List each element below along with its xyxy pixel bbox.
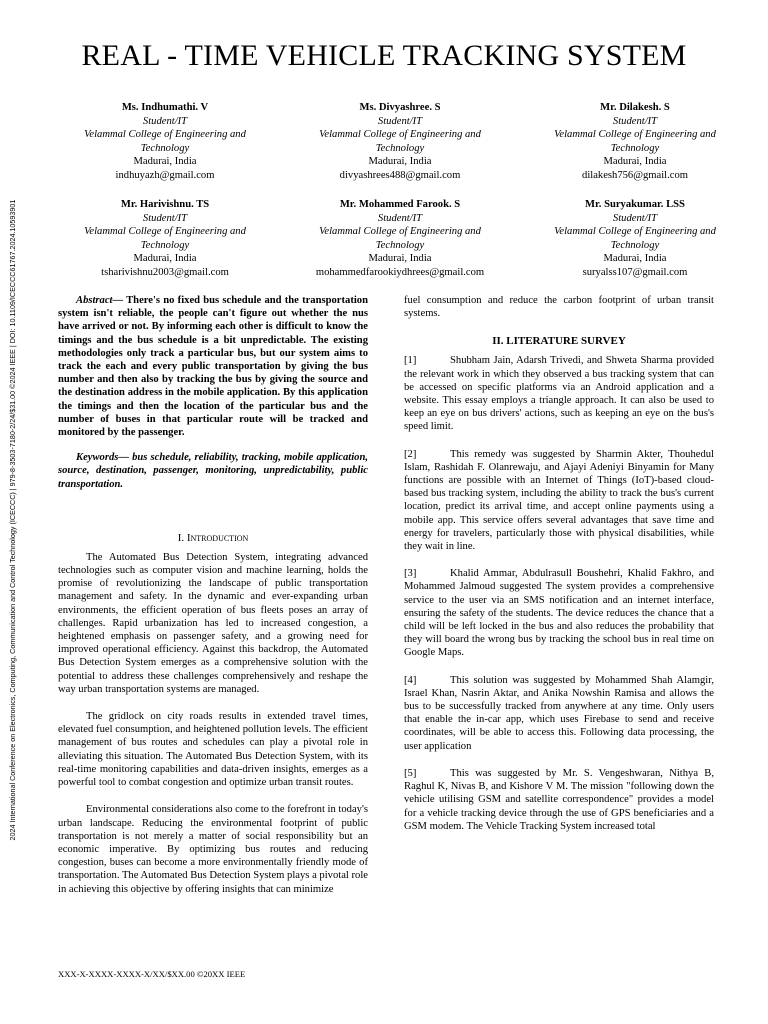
author-affiliation-cont: Technology bbox=[375, 142, 425, 154]
intro-paragraph: Environmental considerations also come to the forefront in today's urban landscape. Reducing the environmental footprint of public transportation is not merely a matter of social responsibility but an economic imperative. By optimizing bus routes and reducing congestion, buses can become a more environmentally friendly mode of transportation. The Automated Bus Detection System plays a pivotal role in achieving this objective by offering insights that can minimize bbox=[58, 804, 368, 895]
left-column bbox=[58, 294, 368, 896]
author-city: Madurai, India bbox=[368, 253, 432, 264]
author-affiliation: Velammal College of Engineering and bbox=[319, 226, 481, 237]
heading-rest: ntroduction bbox=[190, 531, 249, 544]
right-column bbox=[404, 294, 714, 833]
reference-number: [2] bbox=[404, 448, 417, 460]
author-affiliation: Velammal College of Engineering and bbox=[84, 226, 246, 237]
reference-item bbox=[404, 567, 714, 659]
author-affiliation: Velammal College of Engineering and bbox=[319, 129, 481, 140]
abstract-lead: Abstract— bbox=[76, 295, 124, 306]
author-row-2 bbox=[50, 198, 750, 279]
abstract bbox=[58, 294, 368, 439]
author-block bbox=[50, 198, 280, 279]
section-heading-introduction bbox=[58, 531, 368, 545]
author-email: suryalss107@gmail.com bbox=[582, 266, 688, 278]
author-email: indhuyazh@gmail.com bbox=[115, 169, 215, 181]
author-name: Mr. Mohammed Farook. S bbox=[339, 199, 461, 210]
abstract-text: There's no fixed bus schedule and the transportation system isn't reliable, the people can't figure out whether the nus have arrived or not. By informing each other is difficult to know the timings and the bus schedule is a bit unpredictable. The existing methodologies only track a particular bus, but our system aims to track the each and every public transportation by giving the bus number and then also by tracking the bus by giving the source and the destination address in the mobile application. By this application the timings and then the location of the particular bus and the number of buses in that particular route will be tracked and monitored by the passenger. bbox=[58, 295, 368, 439]
author-city: Madurai, India bbox=[603, 156, 667, 167]
reference-item bbox=[404, 354, 714, 433]
intro-paragraph: The Automated Bus Detection System, integrating advanced technologies such as computer vision and machine learning, holds the promise of revolutionizing the landscape of public transportation management and safety. In the dynamic and ever-expanding urban environments, the efficient operation of bus fleets poses an array of challenges. Rapid urbanization has led to increased congestion, a heightened emphasis on passenger safety, and a growing need for improved operational efficiency. Against this backdrop, the Automated Bus Detection System emerges as a comprehensive solution with the potential to address these challenges comprehensively and reshape the way urban transportation systems are managed. bbox=[58, 551, 368, 695]
author-email: mohammedfarookiydhrees@gmail.com bbox=[315, 266, 485, 278]
author-block bbox=[285, 198, 515, 279]
author-role: Student/IT bbox=[377, 115, 423, 127]
author-role: Student/IT bbox=[142, 212, 188, 224]
author-role: Student/IT bbox=[612, 212, 658, 224]
author-role: Student/IT bbox=[377, 212, 423, 224]
reference-item bbox=[404, 448, 714, 554]
reference-text: This was suggested by Mr. S. Vengeshwaran, Nithya B, Raghul K, Nivas B, and Kishore V M. The mission "following down the vehicle utilising GSM and satellite correspondence" provides a model for a vehicle tracking device through the use of GPS beneficiaries and a GSM modem. The Vehicle Tracking System increased total bbox=[404, 767, 714, 832]
author-role: Student/IT bbox=[612, 115, 658, 127]
intro-paragraph: The gridlock on city roads results in extended travel times, elevated fuel consumption, and heightened pollution levels. The efficient management of bus routes and schedules can play a pivotal role in alleviating this situation. The Automated Bus Detection System, with its real-time monitoring capabilities and data-driven insights, emerges as a powerful tool to combat congestion and optimize urban transit routes. bbox=[58, 711, 368, 789]
author-city: Madurai, India bbox=[368, 156, 432, 167]
reference-number: [5] bbox=[404, 767, 417, 779]
reference-number: [1] bbox=[404, 355, 417, 367]
side-margin bbox=[6, 90, 20, 950]
author-name: Ms. Indhumathi. V bbox=[121, 102, 209, 113]
reference-text: This solution was suggested by Mohammed Shah Alamgir, Israel Khan, Nasrin Aktar, and Anika Nowshin Ramisa and allows the bus to be successfully tracked from anywhere at any time. Only users that enable the in-car app, which uses Firebase to send and receive coordinates, will be able to access this. Following data processing, the user application bbox=[404, 674, 714, 752]
author-email: dilakesh756@gmail.com bbox=[582, 169, 688, 181]
intro-continuation: fuel consumption and reduce the carbon footprint of urban transit systems. bbox=[404, 295, 714, 320]
conference-side-note: 2024 International Conference on Electronics, Computing, Communication and Control Technology (ICECCC) | 979-8-3503-7180-2/24/$31.00 ©2024 IEEE | DOI: 10.1109/ICECCC61767.2024.10593901 bbox=[8, 199, 17, 841]
heading-prefix: I. I bbox=[177, 531, 191, 544]
author-block bbox=[520, 198, 750, 279]
reference-number: [3] bbox=[404, 568, 417, 580]
author-city: Madurai, India bbox=[603, 253, 667, 264]
author-affiliation-cont: Technology bbox=[140, 142, 190, 154]
author-name: Mr. Harivishnu. TS bbox=[120, 199, 210, 210]
author-affiliation-cont: Technology bbox=[375, 239, 425, 251]
author-email: divyashrees488@gmail.com bbox=[339, 169, 461, 181]
copyright-footer: XXX-X-XXXX-XXXX-X/XX/$XX.00 ©20XX IEEE bbox=[58, 969, 246, 979]
author-city: Madurai, India bbox=[133, 156, 197, 167]
reference-text: Khalid Ammar, Abdulrasull Boushehri, Khalid Fakhro, and Mohammed Jalmoud suggested The system provides a comprehensive service to the user via an SMS notification and an internet interface, ensuring the safety of the students. The device reduces the chance that a child will be left locked in the bus and also reduces the probability that they will board the wrong bus by tracking the school bus in real time on Google Maps. bbox=[404, 568, 714, 659]
author-role: Student/IT bbox=[142, 115, 188, 127]
reference-text: This remedy was suggested by Sharmin Akter, Thouhedul Islam, Rashidah F. Olanrewaju, and Ajayi Adeniyi Binyamin for Many functions are possible with an Internet of Things (IoT)-based cloud-based bus tracking system, including the ability to track the bus's current location, predict its arrival time, and accept online payments using a mobile app. This service offers several advantages that save time and energy for travelers, particularly those with physical disabilities, while they wait in line. bbox=[404, 448, 714, 553]
reference-text: Shubham Jain, Adarsh Trivedi, and Shweta Sharma provided the relevant work in which they observed a bus tracking system that can be accessed on specific platforms via an Android application and a website. This essay employs a triangle approach. It can also be used to keep an eye on bus drivers' actions, such as keeping an eye on the bus's speed limit. bbox=[404, 355, 714, 433]
author-name: Mr. Suryakumar. LSS bbox=[585, 199, 685, 210]
author-affiliation: Velammal College of Engineering and bbox=[554, 129, 716, 140]
author-name: Ms. Divyashree. S bbox=[359, 102, 441, 113]
paper-title: REAL - TIME VEHICLE TRACKING SYSTEM bbox=[81, 39, 687, 72]
author-block bbox=[285, 101, 515, 182]
reference-item bbox=[404, 767, 714, 833]
author-city: Madurai, India bbox=[133, 253, 197, 264]
section-heading-literature: II. LITERATURE SURVEY bbox=[492, 335, 626, 348]
author-block bbox=[50, 101, 280, 182]
author-block bbox=[520, 101, 750, 182]
reference-item bbox=[404, 674, 714, 753]
author-name: Mr. Dilakesh. S bbox=[600, 102, 670, 113]
keywords: Keywords— bus schedule, reliability, tracking, mobile application, source, destination, passenger, monitoring, unpredictability, public transportation. bbox=[58, 452, 368, 490]
author-affiliation-cont: Technology bbox=[610, 239, 660, 251]
author-row-1 bbox=[50, 101, 750, 182]
author-affiliation: Velammal College of Engineering and bbox=[84, 129, 246, 140]
author-affiliation-cont: Technology bbox=[610, 142, 660, 154]
author-affiliation: Velammal College of Engineering and bbox=[554, 226, 716, 237]
author-affiliation-cont: Technology bbox=[140, 239, 190, 251]
author-email: tsharivishnu2003@gmail.com bbox=[101, 266, 229, 278]
reference-number: [4] bbox=[404, 674, 417, 686]
